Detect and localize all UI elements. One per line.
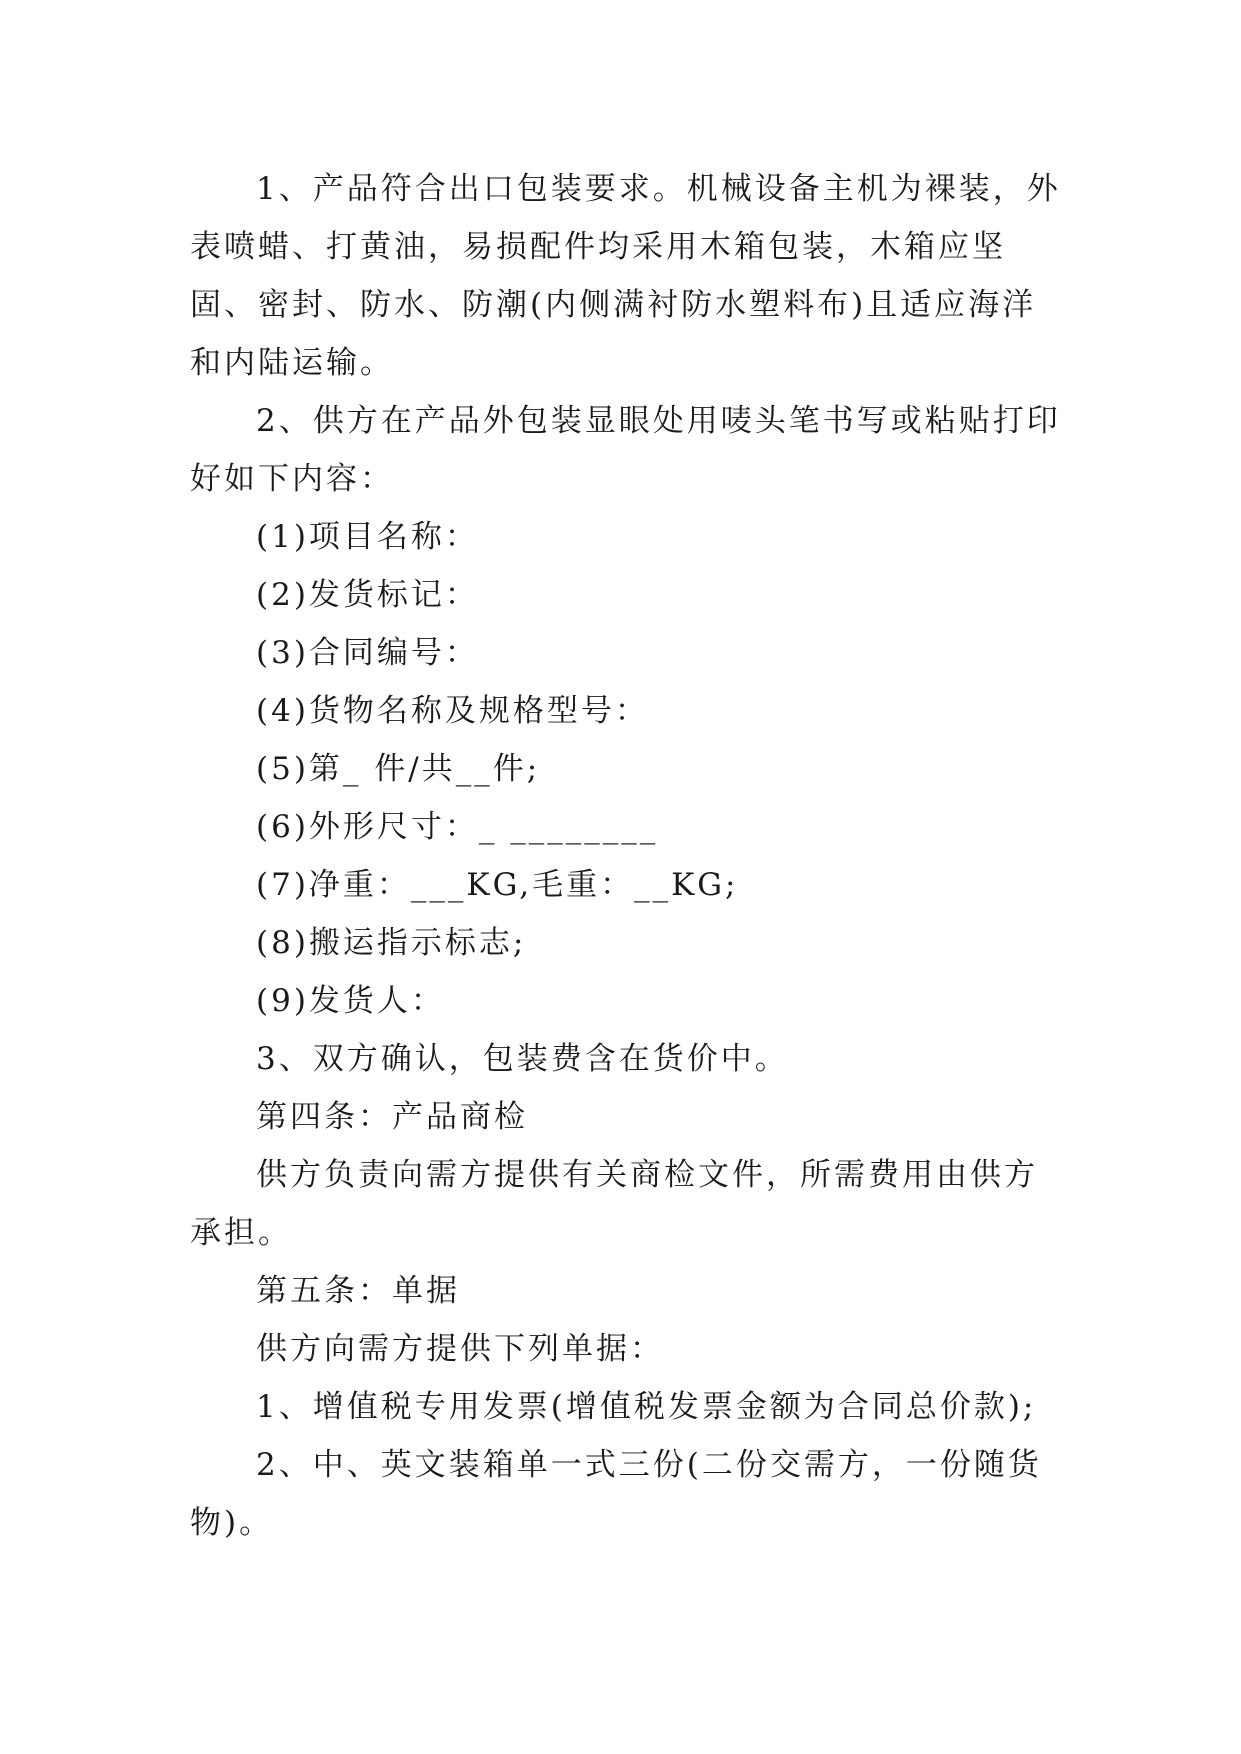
packaging-cost-paragraph: 3、双方确认，包装费含在货价中。 xyxy=(256,1041,789,1077)
article-five-heading: 第五条：单据 xyxy=(256,1273,460,1309)
marking-item-project-name: (1)项目名称： xyxy=(256,519,479,555)
documents-intro-paragraph: 供方向需方提供下列单据： xyxy=(256,1331,664,1367)
marking-item-package-count: (5)第_ 件/共__件; xyxy=(256,751,541,787)
marking-item-goods-name: (4)货物名称及规格型号： xyxy=(256,693,649,729)
document-item-vat-invoice: 1、增值税专用发票(增值税发票金额为合同总价款); xyxy=(256,1389,1037,1425)
marking-item-dimensions: (6)外形尺寸：_ ________ xyxy=(256,809,659,845)
marking-item-weight: (7)净重：___KG,毛重：__KG; xyxy=(256,867,739,903)
document-body xyxy=(190,160,1070,1552)
packaging-requirement-paragraph: 1、产品符合出口包装要求。机械设备主机为裸装，外表喷蜡、打黄油，易损配件均采用木箱包装，木箱应坚固、密封、防水、防潮(内侧满衬防水塑料布)且适应海洋和内陆运输。 xyxy=(190,171,1061,381)
marking-item-contract-number: (3)合同编号： xyxy=(256,635,479,671)
commodity-inspection-paragraph: 供方负责向需方提供有关商检文件，所需费用由供方承担。 xyxy=(190,1157,1038,1251)
marking-item-shipper: (9)发货人： xyxy=(256,983,445,1019)
article-four-heading: 第四条：产品商检 xyxy=(256,1099,528,1135)
document-item-packing-list: 2、中、英文装箱单一式三份(二份交需方，一份随货物)。 xyxy=(190,1447,1042,1541)
marking-item-shipping-mark: (2)发货标记： xyxy=(256,577,479,613)
marking-item-handling-signs: (8)搬运指示标志; xyxy=(256,925,527,961)
marking-instruction-paragraph: 2、供方在产品外包装显眼处用唛头笔书写或粘贴打印好如下内容： xyxy=(190,403,1061,497)
